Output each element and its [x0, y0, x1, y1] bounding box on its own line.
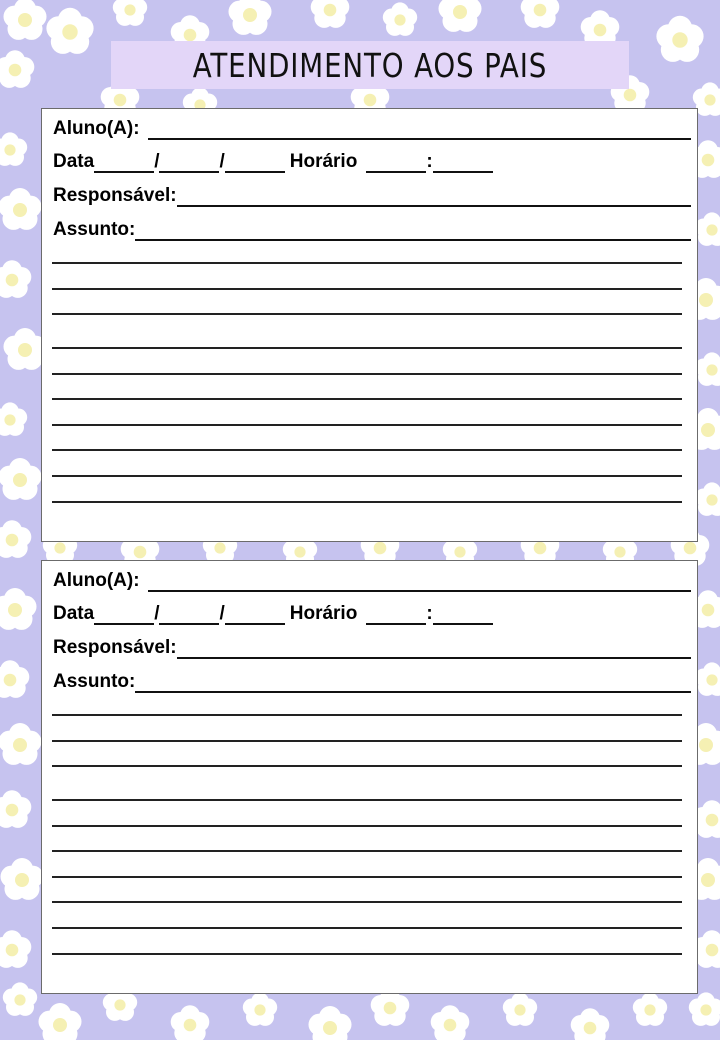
student-field-row — [53, 118, 691, 140]
date-time-row — [53, 603, 493, 625]
writing-line[interactable] — [52, 850, 682, 852]
time-label: Horário — [289, 151, 358, 172]
writing-line[interactable] — [52, 313, 682, 315]
daisy-flower-icon — [0, 588, 37, 630]
writing-line[interactable] — [52, 901, 682, 903]
daisy-flower-icon — [0, 132, 27, 166]
writing-line[interactable] — [52, 825, 682, 827]
daisy-flower-icon — [0, 50, 34, 88]
writing-line[interactable] — [52, 424, 682, 426]
daisy-flower-icon — [4, 0, 47, 40]
writing-line[interactable] — [52, 262, 682, 264]
daisy-flower-icon — [521, 0, 560, 28]
daisy-flower-icon — [695, 212, 720, 246]
subject-field-row — [53, 671, 691, 693]
writing-line[interactable] — [52, 799, 682, 801]
date-month-line[interactable] — [159, 605, 219, 625]
subject-line[interactable] — [135, 221, 691, 241]
time-hour-line[interactable] — [366, 153, 426, 173]
time-separator: : — [426, 603, 433, 624]
daisy-flower-icon — [0, 930, 31, 968]
daisy-flower-icon — [0, 458, 42, 500]
student-field-row — [53, 570, 691, 592]
daisy-flower-icon — [3, 982, 37, 1015]
daisy-flower-icon — [0, 520, 31, 558]
writing-line[interactable] — [52, 347, 682, 349]
daisy-flower-icon — [0, 188, 42, 230]
daisy-flower-icon — [39, 1003, 82, 1040]
writing-line[interactable] — [52, 714, 682, 716]
date-month-line[interactable] — [159, 153, 219, 173]
student-label: Aluno(A): — [53, 118, 140, 139]
date-separator: / — [154, 603, 160, 624]
writing-line[interactable] — [52, 398, 682, 400]
guardian-name-line[interactable] — [177, 187, 691, 207]
date-day-line[interactable] — [94, 153, 154, 173]
daisy-flower-icon — [0, 723, 42, 765]
guardian-label: Responsável: — [53, 637, 177, 658]
writing-line[interactable] — [52, 373, 682, 375]
subject-label: Assunto: — [53, 671, 136, 692]
daisy-flower-icon — [0, 790, 31, 828]
guardian-label: Responsável: — [53, 185, 177, 206]
daisy-flower-icon — [633, 992, 667, 1026]
student-name-line[interactable] — [148, 120, 691, 140]
time-hour-line[interactable] — [366, 605, 426, 625]
writing-line[interactable] — [52, 927, 682, 929]
guardian-field-row — [53, 637, 691, 659]
subject-field-row — [53, 219, 691, 241]
guardian-name-line[interactable] — [177, 639, 691, 659]
daisy-flower-icon — [0, 402, 27, 436]
meeting-form-card — [41, 560, 698, 994]
guardian-field-row — [53, 185, 691, 207]
date-label: Data — [53, 603, 95, 624]
daisy-flower-icon — [229, 0, 272, 35]
daisy-flower-icon — [695, 482, 720, 516]
daisy-flower-icon — [243, 992, 277, 1026]
subject-label: Assunto: — [53, 219, 136, 240]
daisy-flower-icon — [311, 0, 350, 28]
date-time-row — [53, 151, 493, 173]
daisy-flower-icon — [113, 0, 147, 26]
date-separator: / — [219, 151, 225, 172]
time-minute-line[interactable] — [433, 605, 493, 625]
writing-line[interactable] — [52, 765, 682, 767]
daisy-flower-icon — [383, 2, 417, 36]
student-label: Aluno(A): — [53, 570, 140, 591]
daisy-flower-icon — [439, 0, 482, 32]
date-separator: / — [154, 151, 160, 172]
date-separator: / — [219, 603, 225, 624]
daisy-flower-icon — [695, 352, 720, 386]
time-minute-line[interactable] — [433, 153, 493, 173]
daisy-flower-icon — [171, 1005, 210, 1040]
daisy-flower-icon — [1, 858, 44, 900]
meeting-form-card — [41, 108, 698, 542]
writing-line[interactable] — [52, 449, 682, 451]
time-label: Horário — [289, 603, 358, 624]
daisy-flower-icon — [431, 1005, 470, 1040]
daisy-flower-icon — [309, 1006, 352, 1040]
daisy-flower-icon — [656, 16, 703, 62]
writing-line[interactable] — [52, 740, 682, 742]
student-name-line[interactable] — [148, 572, 691, 592]
date-label: Data — [53, 151, 95, 172]
writing-line[interactable] — [52, 876, 682, 878]
title-banner — [111, 41, 629, 89]
daisy-flower-icon — [0, 660, 29, 698]
writing-line[interactable] — [52, 953, 682, 955]
writing-line[interactable] — [52, 475, 682, 477]
date-year-line[interactable] — [225, 153, 285, 173]
daisy-flower-icon — [571, 1008, 610, 1040]
writing-line[interactable] — [52, 288, 682, 290]
date-day-line[interactable] — [94, 605, 154, 625]
daisy-flower-icon — [689, 992, 720, 1026]
subject-line[interactable] — [135, 673, 691, 693]
date-year-line[interactable] — [225, 605, 285, 625]
daisy-flower-icon — [46, 8, 93, 54]
daisy-flower-icon — [695, 662, 720, 695]
time-separator: : — [426, 151, 433, 172]
daisy-flower-icon — [0, 260, 31, 298]
writing-line[interactable] — [52, 501, 682, 503]
page-title: ATENDIMENTO AOS PAIS — [192, 45, 548, 85]
daisy-flower-icon — [503, 992, 537, 1026]
